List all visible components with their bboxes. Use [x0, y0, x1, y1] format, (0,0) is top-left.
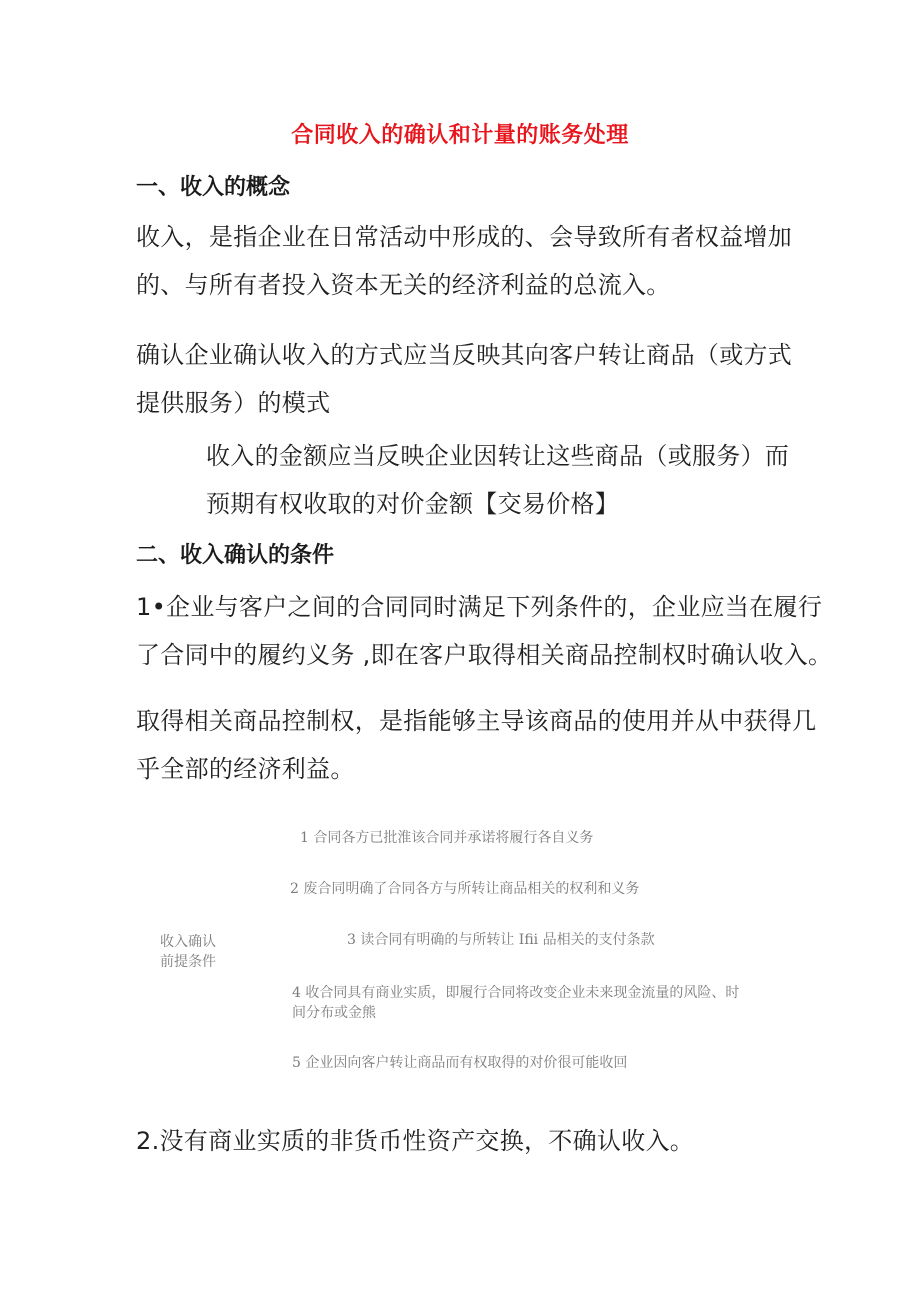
- section-heading-recognition-conditions: 二、收入确认的条件: [136, 543, 335, 568]
- paragraph-line: 取得相关商品控制权，是指能够主导该商品的使用并从中获得几: [136, 707, 817, 735]
- paragraph-line: 收入，是指企业在日常活动中形成的、会导致所有者权益增加: [136, 223, 793, 251]
- condition-item: 3 读合同有明确的与所转让 Ifii 品相关的支付条款: [347, 932, 655, 948]
- paragraph-line: 1•企业与客户之间的合同同时满足下列条件的，企业应当在履行: [136, 593, 823, 621]
- indented-paragraph-line: 预期有权收取的对价金额【交易价格】: [206, 490, 620, 518]
- diagram-label: 收入确认 前提条件: [160, 934, 216, 970]
- condition-item: 2 废合同明确了合同各方与所转让商品相关的权利和义务: [290, 881, 640, 897]
- condition-item: 5 企业因向客户转让商品而有权取得的对价很可能收回: [292, 1055, 628, 1071]
- condition-item: 1 合同各方已批淮该合同并承诺将履行各自义务: [300, 830, 594, 846]
- section-heading-revenue-concept: 一、收入的概念: [136, 175, 291, 200]
- indented-paragraph-line: 收入的金额应当反映企业因转让这些商品（或服务）而: [206, 442, 790, 470]
- paragraph-line: 的、与所有者投入资本无关的经济利益的总流入。: [136, 271, 671, 299]
- paragraph-line: 2.没有商业实质的非货币性资产交换，不确认收入。: [136, 1127, 695, 1155]
- condition-item-continuation: 间分布或金熊: [292, 1005, 376, 1021]
- paragraph-line: 确认企业确认收入的方式应当反映其向客户转让商品（或方式: [136, 341, 793, 369]
- condition-item: 4 收合同具有商业实质，即履行合同将改变企业未来现金流量的风险、时: [292, 985, 740, 1001]
- paragraph-line: 了合同中的履约义务 ,即在客户取得相关商品控制权时确认收入。: [136, 641, 833, 669]
- paragraph-line: 乎全部的经济利益。: [136, 755, 355, 783]
- paragraph-line: 提供服务）的模式: [136, 389, 331, 417]
- document-title: 合同收入的确认和计量的账务处理: [291, 123, 629, 148]
